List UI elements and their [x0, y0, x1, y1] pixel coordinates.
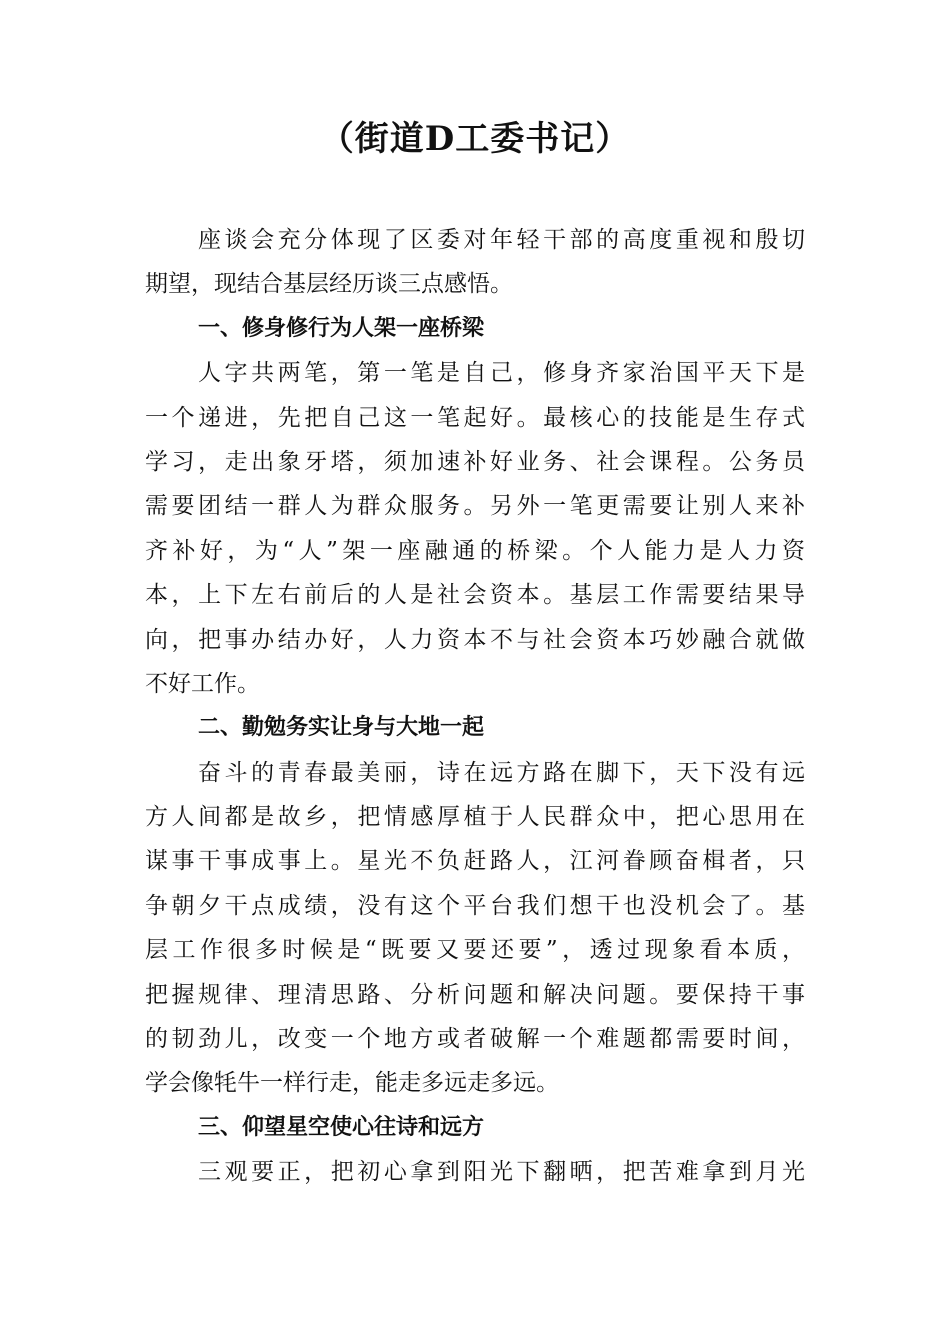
document-body: [145, 218, 805, 1195]
paragraph-line: 人字共两笔，第一笔是自己，修身齐家治国平天下是: [198, 360, 805, 387]
paragraph-line: 向，把事办结办好，人力资本不与社会资本巧妙融合就做: [145, 626, 805, 653]
paragraph-line: 需要团结一群人为群众服务。另外一笔更需要让别人来补: [145, 493, 805, 520]
paragraph-line: 争朝夕干点成绩，没有这个平台我们想干也没机会了。基: [145, 892, 805, 919]
document-title: （街道D工委书记）: [319, 119, 631, 159]
paragraph-line: 不好工作。: [145, 670, 260, 697]
section-heading: 三、仰望星空使心往诗和远方: [198, 1114, 485, 1140]
section-heading: 一、修身修行为人架一座桥梁: [198, 315, 485, 341]
paragraph-line: 本，上下左右前后的人是社会资本。基层工作需要结果导: [145, 582, 805, 609]
paragraph-line: 把握规律、理清思路、分析问题和解决问题。要保持干事: [145, 981, 805, 1008]
paragraph-line: 三观要正，把初心拿到阳光下翻晒，把苦难拿到月光: [198, 1159, 805, 1186]
paragraph-line: 齐补好，为“人”架一座融通的桥梁。个人能力是人力资: [145, 537, 805, 564]
paragraph-line: 谋事干事成事上。星光不负赶路人，江河眷顾奋楫者，只: [145, 848, 805, 875]
paragraph-line: 学会像牦牛一样行走，能走多远走多远。: [145, 1070, 559, 1097]
paragraph-line: 座谈会充分体现了区委对年轻干部的高度重视和殷切: [198, 227, 805, 253]
paragraph-line: 一个递进，先把自己这一笔起好。最核心的技能是生存式: [145, 404, 805, 431]
paragraph-line: 层工作很多时候是“既要又要还要”，透过现象看本质，: [145, 937, 805, 964]
paragraph-line: 学习，走出象牙塔，须加速补好业务、社会课程。公务员: [145, 448, 805, 475]
paragraph-line: 奋斗的青春最美丽，诗在远方路在脚下，天下没有远: [198, 759, 805, 786]
section-heading: 二、勤勉务实让身与大地一起: [198, 715, 485, 741]
paragraph-line: 方人间都是故乡，把情感厚植于人民群众中，把心思用在: [145, 804, 805, 831]
paragraph-line: 期望，现结合基层经历谈三点感悟。: [145, 271, 513, 298]
paragraph-line: 的韧劲儿，改变一个地方或者破解一个难题都需要时间，: [145, 1026, 805, 1053]
